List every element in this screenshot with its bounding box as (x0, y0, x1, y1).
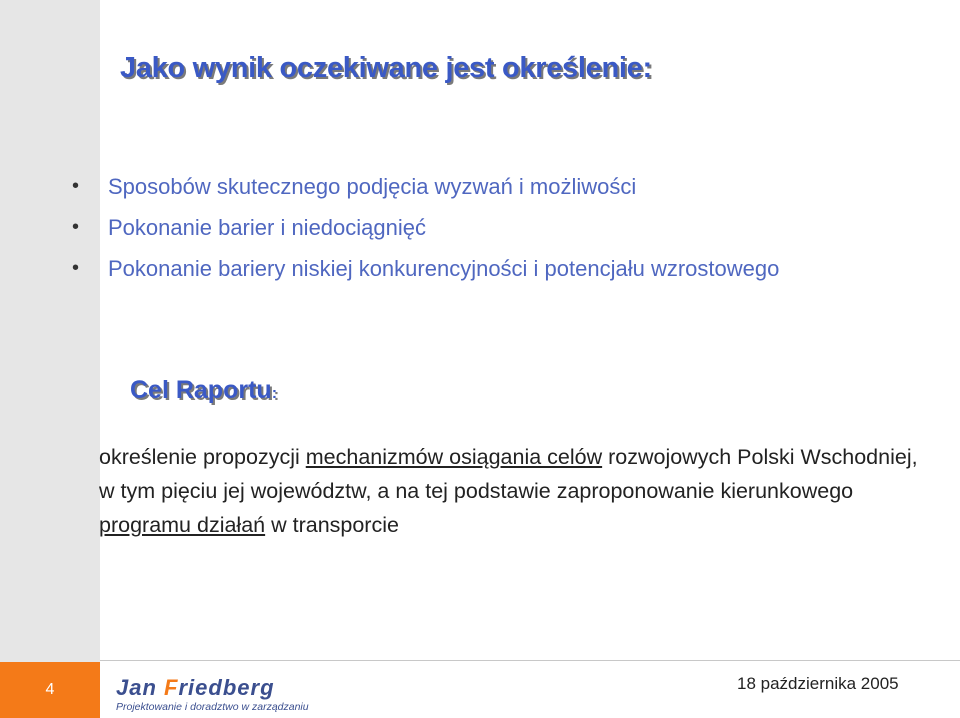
bullet-item-2: • Pokonanie barier i niedociągnięć (72, 213, 928, 242)
bullet-item-3: • Pokonanie bariery niskiej konkurencyjności i potencjału wzrostowego (72, 254, 928, 283)
paragraph-part-1: określenie propozycji (99, 445, 306, 469)
paragraph-part-3: w transporcie (265, 513, 399, 537)
company-logo (116, 676, 309, 714)
slide-title: Jako wynik oczekiwane jest określenie: (120, 52, 652, 84)
bullet-item-1: • Sposobów skutecznego podjęcia wyzwań i możliwości (72, 172, 928, 201)
paragraph-part-2: rozwojowych Polski Wschodniej, w tym pięciu jej województw, a na tej podstawie zaproponowanie kierunkowego (99, 445, 918, 503)
logo-name (116, 676, 309, 700)
section-subtitle (130, 376, 277, 405)
page-number-box (0, 662, 100, 718)
link-program[interactable]: programu działań (99, 513, 266, 537)
report-goal-paragraph (99, 440, 929, 542)
page-number: 4 (45, 681, 55, 698)
logo-tagline: Projektowanie i doradztwo w zarządzaniu (116, 701, 309, 713)
footer-date: 18 października 2005 (737, 674, 899, 693)
logo-name-rest: riedberg (178, 675, 275, 700)
link-mechanisms[interactable]: mechanizmów osiągania celów (305, 445, 603, 469)
subtitle-colon: : (271, 385, 278, 402)
footer-divider (100, 660, 960, 661)
logo-name-f: F (164, 675, 179, 700)
left-band (0, 0, 100, 718)
subtitle-text: Cel Raportu (130, 376, 272, 404)
logo-name-first: Jan (116, 675, 165, 700)
bullet-list (72, 172, 928, 295)
